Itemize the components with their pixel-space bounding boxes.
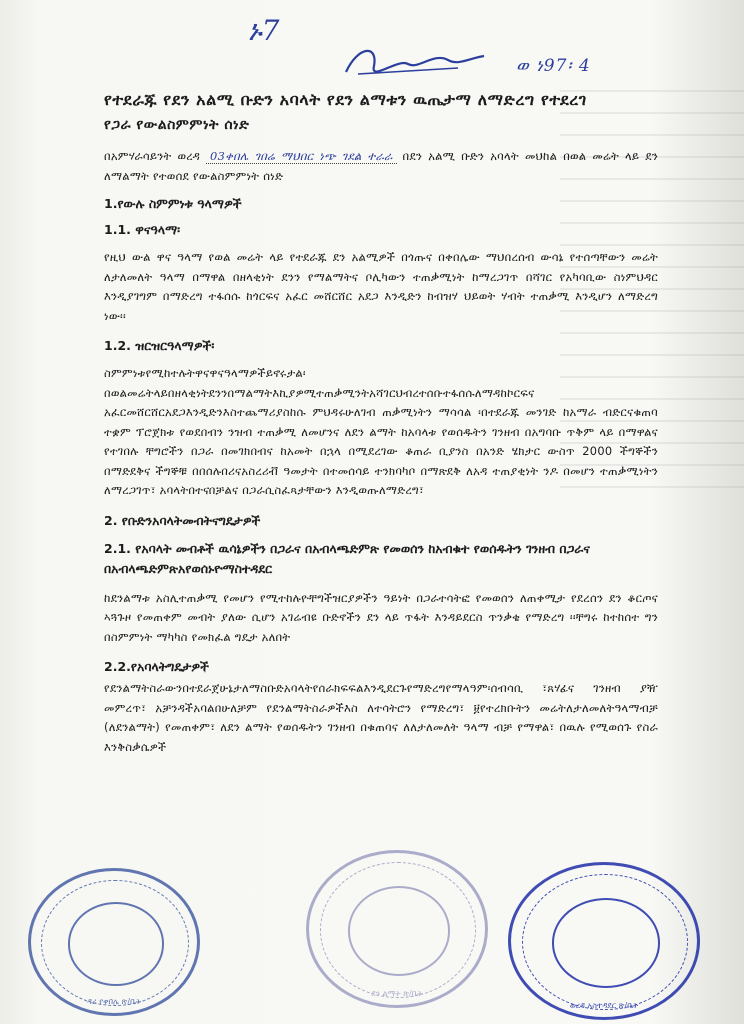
document-title: የተደራጁ የደን አልሚ ቡድን አባላት የደን ልማቱን ዉጤታማ ለማድረግ የተደረገ [104, 90, 587, 109]
section-1-1-heading: 1.1. ዋናዓላማ፡ [104, 222, 181, 237]
section-2-2-text: የደንልማትስራውንበተደራጀሁኔታለማስቡድአባላትየሰራክፍፍልእንዲደርጉየማድረግየማላዓም፡ሰብሳቢ ፣ጸሃፊና ገንዘብ ያዥ መምረጥ፣ አቻንዳችአባልበሁለቻም የደንልማትስራዎችእስ ለተሳትሮን የማድረግ፣ ፱የተረክቡትን መሬትለታለመለትዓላማብቻ (ለደንልማት) የመጠቀም፣ ለደን ልማት የወሰዱትን ገንዘብ በቁጠባና ለለታለመለት ዓላማ ብቻ የማዋል፣ በዉሉ የሚወሰጉ የስራ እንቅስቃሴዎች [104, 681, 658, 754]
official-stamp-center: ደን ልማት ጽ/ቤት [306, 850, 488, 1008]
section-2-1-text: ከደንልማቱ አስሊተጠቃሚ የመሆን የሚተከሉዮቸግችዝርያዎችን ዓይነት በጋራተሳትፎ የመወሰን ለጠቀሚታ የደረሰን ደን ቆርጦና ኣጓጉዞ የመጠቀም መብት ያለው ሲሆን አገሬብዩ ቡድኖችን ደን ላይ ጥፋት እንዳይደርስ ጥንቃቄ የማድረግ ፡፡ቸግሩ ከተከሰተ ግን በስምምነት ማካካስ የመክፈል ግዴታ አለበት [104, 590, 658, 644]
reference-number: ወ ነ97፡ 4 [516, 56, 591, 76]
handwritten-mark: ኑ7 [248, 14, 280, 47]
section-1-1-text: የዚህ ውል ዋና ዓላማ የወል መሬት ላይ የተደራጁ ደን አልሚዎች በጎጡና በቀበሌው ማህበረሰብ ውሳኔ የተሰጣቸውን መሬት ለታለመለት ዓላማ በማዋል በዘላቂነት ደንን የማልማትና ቦሊካውን ተጠቃሚነት ከማረጋገጥ በሻገር የአካባቢው ስነምህዳር እንዲያገግም በማድረግ ተፋሰሱ ከጎርፍና አፈር መሸርሸር አደጋ እንዲድን ከብዝሃ ህይወት ሃብት ተጠቃሚ እንዲሆን ለማድረግ ነው፡፡ [104, 250, 658, 323]
official-stamp-right: ወረዳ አስተዳደር ጽ/ቤት [508, 862, 700, 1020]
document-body [104, 86, 658, 757]
intro-fill-in: 03ቀበሌ ገበሬ ማህበር ነጭ ገደል ተራራ [206, 149, 396, 164]
section-1-2-heading: 1.2. ዝርዝርዓላማዎች፡ [104, 338, 215, 353]
intro-prefix: በአምሃራሳይንት ወረዳ [104, 149, 200, 163]
intro-paragraph [104, 147, 658, 186]
section-2-heading: 2. የቡድንአባላትመብትናግዴታዎች [104, 512, 261, 528]
section-2-1-heading: 2.1. የአባላት መብቶች ዉሳኔዎችን በጋራና በአብላጫድምጽ የመወሰን ከአብቁተ የወሰዱትን ገንዘብ በጋራና በአብላጫድምጽአየወሰኑዮማስተዳደር [104, 540, 590, 576]
section-1-2-lead: ስምምነቱየሚከተሉትዋናዋናዓላማዎችይኖሩታል፡ [104, 366, 306, 380]
section-1-2-text: በወልመሬትላይበዘላቂነትደንንበማልማትእኪያዎሚተጠቃሚንትአሻገርህብረተሰቡተፋሰሱለማዳከኮርፍና አፈርመሸርሸርአደጋእንዲድንእስተጨማሪያስከሱ ምህዳሩሁለገብ ጠቃሚነትን ማሳሳል ፡በተደራጁ መንገድ ከአማራ ብድርናቁጠባ ተቋም ፕሮጀክቱ የወደበብን ንዝብ ተጠቃሚ ለመሆንና ለደን ልማት ከአባላቱ የወሰዱትን ገንዘብ በአግባቡ ጥቅም ላይ በማዋልና የተገበሉ ቸግሮችን በጋራ በመገክበብና ከአመት በኋላ በሚደረገው ቆጠራ ቢያንስ በአንድ ሄክታር ውስጥ 2000 ችግኞችን በማድደቅና ችግኞቹ በበሰሉበሪናአስረሪቭ ዓመታት በተመሰሳይ ተንክባካቦ በማጽደቅ ለአዳ ተጠያቂነት ንዶ በመሆን ተጠቃሚነትን ለማረጋገጥ፣ አባላትበተናበቻልና በጋራሲስፈጻታቸውን እንዲወጡለማድረግ፣ [104, 385, 658, 497]
official-stamp-left: ዳሪ የቀበሌ ጽ/ቤት [28, 868, 200, 1016]
section-2-2-heading: 2.2.የአባላትግዴታዎች [104, 659, 209, 674]
handwritten-signature [338, 38, 488, 88]
document-subtitle: የጋራ የውልስምምነት ሰነድ [104, 117, 250, 133]
section-1-heading: 1.የውሉ ስምምነቱ ዓላማዎች [104, 196, 242, 211]
intro-suffix: በደን አልሚ ቡድን አባላት መህከል በወል መሬት ላይ ደን ለማልማት የተወሰደ የውልስምምነት ሰነድ [104, 149, 659, 183]
